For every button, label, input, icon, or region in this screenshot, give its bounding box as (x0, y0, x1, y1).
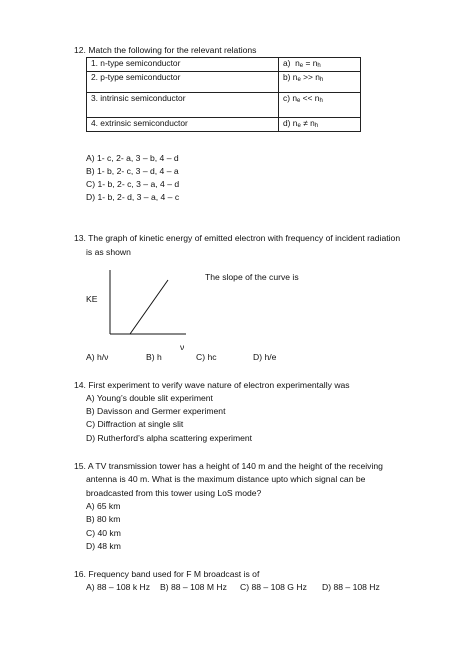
table-row (87, 118, 361, 132)
table-cell: 2. p-type semiconductor (87, 72, 279, 93)
q15-option-b[interactable]: B) 80 km (86, 514, 121, 524)
table-cell: 4. extrinsic semiconductor (87, 118, 279, 132)
q16-option-d[interactable]: D) 88 – 108 Hz (322, 582, 380, 592)
q12-option-d[interactable]: D) 1- b, 2- d, 3 – a, 4 – c (86, 192, 180, 202)
table-cell: b) $n_e >> n_h$ (279, 72, 361, 93)
q15-question-line2: antenna is 40 m. What is the maximum distance upto which signal can be (86, 474, 366, 484)
q13-option-d[interactable]: D) h/e (253, 352, 277, 362)
q14-option-a[interactable]: A) Young’s double slit experiment (86, 393, 213, 403)
table-cell: 3. intrinsic semiconductor (87, 93, 279, 118)
q16-option-b[interactable]: B) 88 – 108 M Hz (160, 582, 227, 592)
q12-match-table (86, 57, 361, 132)
q13-question-line2: is as shown (86, 247, 131, 257)
q15-option-d[interactable]: D) 48 km (86, 541, 121, 551)
q13-option-c[interactable]: C) hc (196, 352, 217, 362)
table-row (87, 58, 361, 72)
q14-option-c[interactable]: C) Diffraction at single slit (86, 419, 184, 429)
q15-question-line3: broadcasted from this tower using LoS mode? (86, 488, 262, 498)
graph-x-label: ν (180, 342, 185, 352)
q12-option-b[interactable]: B) 1- b, 2- c, 3 – d, 4 – a (86, 166, 179, 176)
q14-option-d[interactable]: D) Rutherford’s alpha scattering experiment (86, 433, 253, 443)
q16-option-a[interactable]: A) 88 – 108 k Hz (86, 582, 151, 592)
q13-slope-text: The slope of the curve is (205, 272, 299, 282)
table-cell: a) $n_e = n_h$ (279, 58, 361, 72)
q15-option-a[interactable]: A) 65 km (86, 501, 121, 511)
q14-option-b[interactable]: B) Davisson and Germer experiment (86, 406, 226, 416)
q16-option-c[interactable]: C) 88 – 108 G Hz (240, 582, 307, 592)
q12-option-a[interactable]: A) 1- c, 2- a, 3 – b, 4 – d (86, 153, 179, 163)
table-row (87, 93, 361, 118)
q15-option-c[interactable]: C) 40 km (86, 528, 121, 538)
table-row (87, 72, 361, 93)
q13-option-b[interactable]: B) h (146, 352, 162, 362)
q12-question: 12. Match the following for the relevant relations (74, 45, 257, 55)
table-cell: d) $n_e \ne n_h$ (279, 118, 361, 132)
q13-option-a[interactable]: A) h/ν (86, 352, 109, 362)
q14-question: 14. First experiment to verify wave nature of electron experimentally was (74, 380, 350, 390)
q15-question-line1: 15. A TV transmission tower has a height of 140 m and the height of the receiving (74, 461, 383, 471)
graph-y-label: KE (86, 294, 98, 304)
table-cell: c) $n_e << n_h$ (279, 93, 361, 118)
q16-question: 16. Frequency band used for F M broadcast is of (74, 569, 260, 579)
q12-option-c[interactable]: C) 1- b, 2- c, 3 – a, 4 – d (86, 179, 180, 189)
table-cell: 1. n-type semiconductor (87, 58, 279, 72)
q13-question-line1: 13. The graph of kinetic energy of emitted electron with frequency of incident radiation (74, 233, 401, 243)
graph-ke-line (130, 280, 168, 334)
ke-frequency-graph (108, 270, 188, 340)
